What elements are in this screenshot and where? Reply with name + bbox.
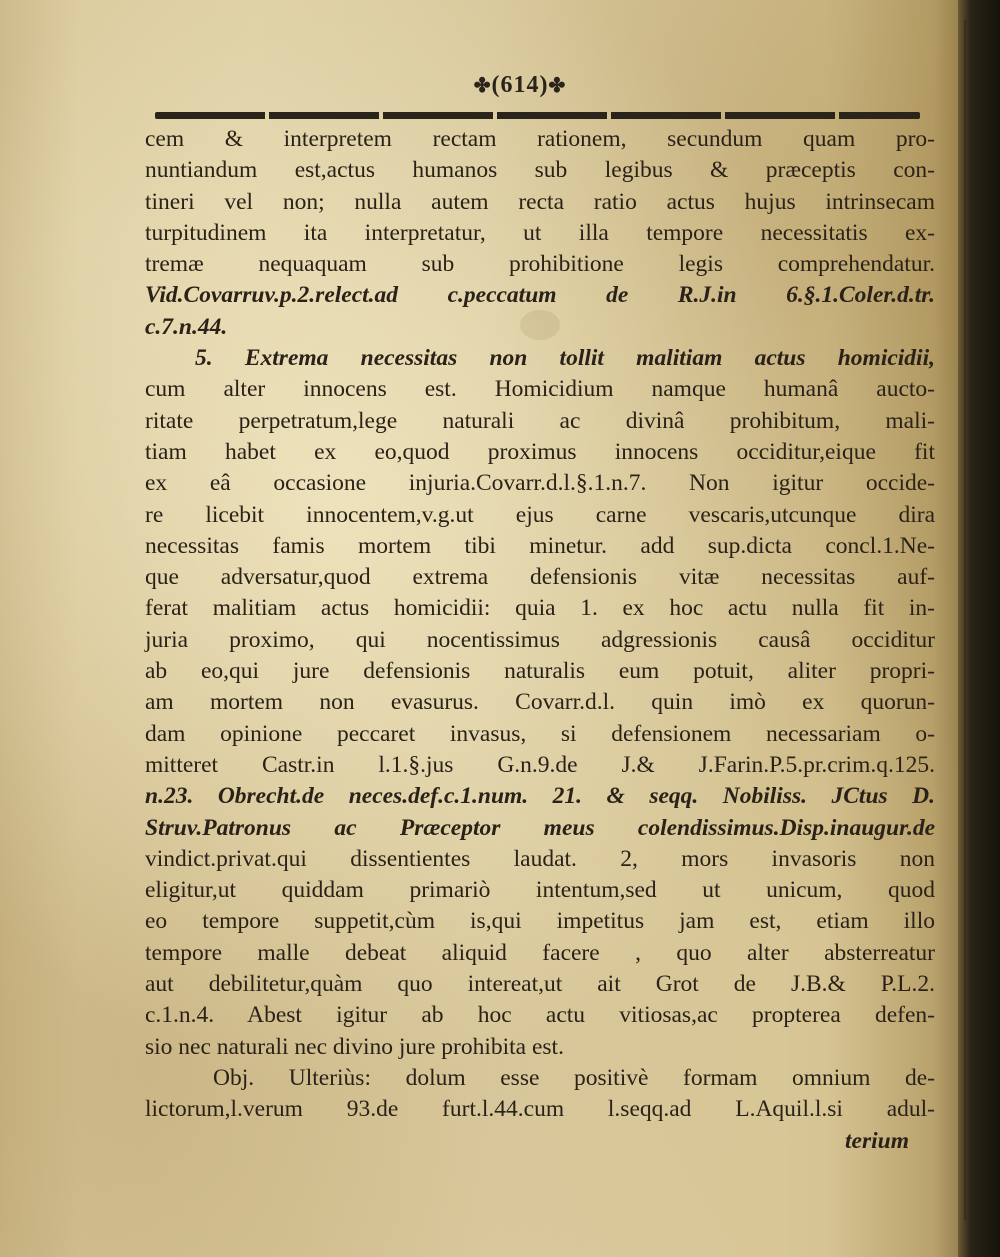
gutter-edge [964, 20, 967, 1220]
text-line: vindict.privat.qui dissentientes laudat. 2, mors invasoris non [145, 845, 935, 872]
text-line: ritate perpetratum,lege naturali ac divinâ prohibitum, mali- [145, 407, 935, 434]
text-line: cem & interpretem rectam rationem, secundum quam pro- [145, 126, 935, 152]
text-line: eligitur,ut quiddam primariò intentum,sed ut unicum, quod [145, 877, 935, 904]
citation-line: Vid.Covarruv.p.2.relect.ad c.peccatum de R.J.in 6.§.1.Coler.d.tr. [145, 282, 935, 309]
citation-line: Struv.Patronus ac Præceptor meus colendissimus.Disp.inaugur.de [145, 814, 935, 841]
text-line: c.1.n.4. Abest igitur ab hoc actu vitiosas,ac propterea defen- [145, 1002, 935, 1029]
text-line: eo tempore suppetit,cùm is,qui impetitus jam est, etiam illo [145, 908, 935, 935]
text-line: juria proximo, qui nocentissimus adgressionis causâ occiditur [145, 626, 935, 653]
catchword: terium [845, 1127, 909, 1154]
header-rule [155, 112, 920, 119]
text-line: tiam habet ex eo,quod proximus innocens occiditur,eique fit [145, 438, 935, 465]
ornament-right-icon: ✤ [548, 75, 567, 97]
citation-line: n.23. Obrecht.de neces.def.c.1.num. 21. & seqq. Nobiliss. JCtus D. [145, 783, 935, 810]
text-line: Obj. Ulteriùs: dolum esse positivè formam omnium de- [213, 1064, 935, 1091]
text-line: tempore malle debeat aliquid facere , quo alter absterreatur [145, 939, 935, 966]
text-line: ab eo,qui jure defensionis naturalis eum potuit, aliter propri- [145, 658, 935, 685]
body-text [145, 124, 935, 1157]
text-line: sio nec naturali nec divino jure prohibita est. [145, 1033, 564, 1060]
text-line: re licebit innocentem,v.g.ut ejus carne vescaris,utcunque dira [145, 501, 935, 528]
text-line: lictorum,l.verum 93.de furt.l.44.cum l.seqq.ad L.Aquil.l.si adul- [145, 1096, 935, 1123]
section-heading-line: 5. Extrema necessitas non tollit malitiam actus homicidii, [195, 345, 935, 372]
citation-line: c.7.n.44. [145, 313, 228, 340]
page-header [430, 72, 610, 106]
page-number: (614) [491, 72, 549, 98]
text-line: cum alter innocens est. Homicidium namque humanâ aucto- [145, 376, 935, 403]
text-line: mitteret Castr.in l.1.§.jus G.n.9.de J.& J.Farin.P.5.pr.crim.q.125. [145, 751, 935, 778]
text-line: am mortem non evasurus. Covarr.d.l. quin imò ex quorun- [145, 689, 935, 716]
text-line: tremæ nequaquam sub prohibitione legis comprehendatur. [145, 251, 935, 278]
text-line: aut debilitetur,quàm quo intereat,ut ait Grot de J.B.& P.L.2. [145, 971, 935, 998]
ornament-left-icon: ✤ [473, 75, 492, 97]
text-line: turpitudinem ita interpretatur, ut illa tempore necessitatis ex- [145, 219, 935, 246]
text-line: dam opinione peccaret invasus, si defensionem necessariam o- [145, 720, 935, 747]
text-line: tineri vel non; nulla autem recta ratio actus hujus intrinsecam [145, 188, 935, 215]
text-line: ferat malitiam actus homicidii: quia 1. ex hoc actu nulla fit in- [145, 595, 935, 622]
text-line: nuntiandum est,actus humanos sub legibus & præceptis con- [145, 157, 935, 184]
text-line: necessitas famis mortem tibi minetur. add sup.dicta concl.1.Ne- [145, 532, 935, 559]
text-line: ex eâ occasione injuria.Covarr.d.l.§.1.n.7. Non igitur occide- [145, 470, 935, 497]
book-gutter [958, 0, 1000, 1257]
text-line: que adversatur,quod extrema defensionis vitæ necessitas auf- [145, 564, 935, 591]
